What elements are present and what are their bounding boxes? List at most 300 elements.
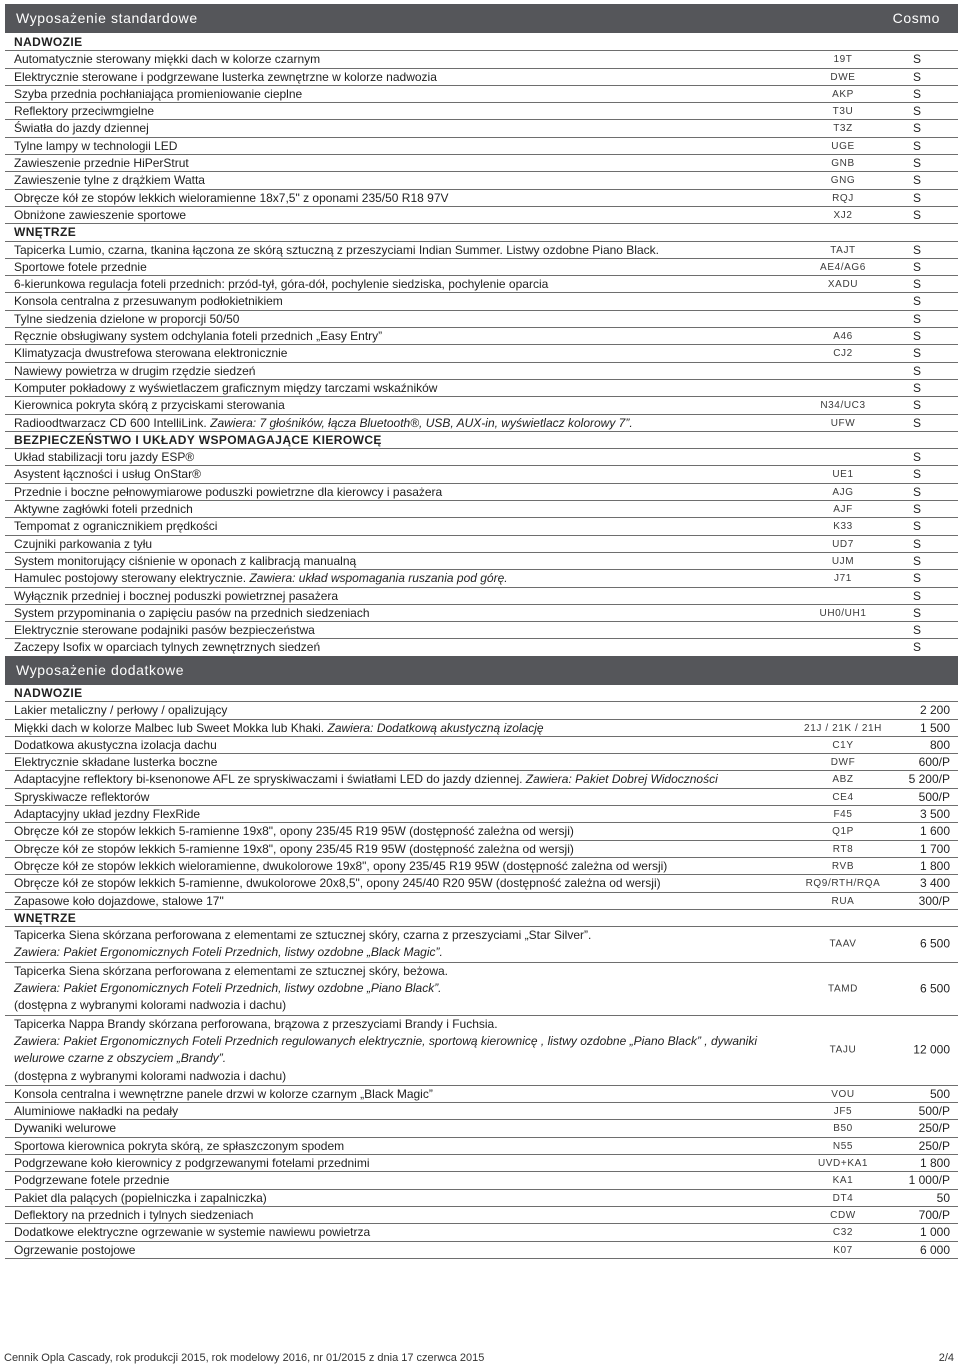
option-price: 250/P	[918, 1138, 950, 1153]
standard-marker: S	[912, 138, 921, 153]
equipment-row	[5, 720, 958, 737]
item-label	[14, 1155, 768, 1172]
item-label	[14, 754, 768, 771]
equipment-row	[5, 806, 958, 823]
item-label	[14, 484, 768, 501]
option-price: 1 800	[919, 858, 950, 873]
item-label	[14, 893, 768, 910]
equipment-row	[5, 605, 958, 622]
standard-marker: S	[912, 190, 921, 205]
item-label	[14, 1207, 768, 1224]
item-note: Zawiera: Dodatkową akustyczną izolację	[327, 720, 544, 735]
standard-marker: S	[912, 329, 921, 344]
option-price: 1 500	[919, 720, 950, 735]
item-label	[14, 345, 768, 362]
option-price: 5 200/P	[908, 772, 950, 787]
option-code: N55	[832, 1140, 854, 1152]
item-label	[14, 103, 768, 120]
equipment-row	[5, 1207, 958, 1224]
item-label	[14, 501, 768, 518]
equipment-row	[5, 138, 958, 155]
equipment-row	[5, 415, 958, 432]
option-code: CJ2	[833, 348, 853, 360]
item-label	[14, 841, 768, 858]
item-text: Ręcznie obsługiwany system odchylania foteli przednich „Easy Entry”	[14, 329, 383, 344]
equipment-row	[5, 1242, 958, 1259]
item-label	[14, 172, 768, 189]
option-price: 500/P	[918, 789, 950, 804]
item-label	[14, 737, 768, 754]
standard-marker: S	[912, 519, 921, 534]
item-label	[14, 415, 768, 432]
item-label	[14, 1138, 768, 1155]
optional-equipment-title: Wyposażenie dodatkowe	[16, 662, 185, 678]
equipment-row	[5, 771, 958, 788]
equipment-row	[5, 484, 958, 501]
item-text: Czujniki parkowania z tyłu	[14, 536, 153, 551]
standard-equipment-header	[5, 4, 958, 33]
item-label	[14, 536, 768, 553]
option-price: 500	[929, 1086, 950, 1101]
item-label	[14, 570, 768, 587]
option-price: 600/P	[918, 755, 950, 770]
item-label	[14, 138, 768, 155]
equipment-row	[5, 963, 958, 1016]
option-price: 250/P	[918, 1121, 950, 1136]
optional-equipment-header	[5, 656, 958, 685]
option-code: C32	[832, 1227, 854, 1239]
item-text: Elektrycznie składane lusterka boczne	[14, 755, 218, 770]
standard-marker: S	[912, 294, 921, 309]
standard-marker: S	[912, 69, 921, 84]
item-label	[14, 120, 768, 137]
section-heading: NADWOZIE	[5, 34, 958, 51]
item-text: Adaptacyjny układ jezdny FlexRide	[14, 807, 201, 822]
column-header-cosmo: Cosmo	[892, 10, 940, 26]
option-code: T3U	[832, 106, 854, 118]
item-text: Wyłącznik przedniej i bocznej poduszki powietrznej pasażera	[14, 588, 339, 603]
option-code: C1Y	[832, 739, 854, 751]
item-label	[14, 858, 768, 875]
section-heading: WNĘTRZE	[5, 910, 958, 927]
option-price: 700/P	[918, 1207, 950, 1222]
item-text: Szyba przednia pochłaniająca promieniowanie cieplne	[14, 86, 303, 101]
item-label	[14, 1086, 768, 1103]
option-code: GNB	[831, 158, 855, 170]
item-text: Podgrzewane koło kierownicy z podgrzewanymi fotelami przednimi	[14, 1156, 370, 1171]
option-code: CDW	[830, 1209, 856, 1221]
item-note: Zawiera: układ wspomagania ruszania pod górę.	[249, 571, 508, 586]
item-text: Tylne lampy w technologii LED	[14, 138, 178, 153]
standard-marker: S	[912, 415, 921, 430]
option-code: AJG	[832, 486, 854, 498]
equipment-row	[5, 69, 958, 86]
equipment-row	[5, 259, 958, 276]
item-text: Pakiet dla palących (popielniczka i zapalniczka)	[14, 1190, 267, 1205]
item-label	[14, 789, 768, 806]
option-code: ABZ	[832, 774, 854, 786]
standard-marker: S	[912, 553, 921, 568]
option-price: 800	[929, 737, 950, 752]
equipment-row	[5, 1155, 958, 1172]
item-note: Zawiera: Pakiet Ergonomicznych Foteli Przednich regulowanych elektrycznie, sportową kierownicę , listwy ozdobne „Piano Black” , dywaniki welurowe czarne z obszyciem „Brandy”.	[14, 1033, 757, 1066]
option-code: AJF	[833, 504, 853, 516]
option-code: K33	[833, 521, 853, 533]
option-price: 1 000/P	[908, 1173, 950, 1188]
equipment-row	[5, 858, 958, 875]
item-label	[14, 51, 768, 68]
item-note: Zawiera: 7 głośników, łącza Bluetooth®, USB, AUX-in, wyświetlacz kolorowy 7”.	[210, 415, 633, 430]
equipment-row	[5, 639, 958, 656]
item-label	[14, 466, 768, 483]
standard-marker: S	[912, 173, 921, 188]
equipment-row	[5, 737, 958, 754]
equipment-row	[5, 553, 958, 570]
option-code: K07	[833, 1244, 853, 1256]
item-label	[14, 1224, 768, 1241]
item-label	[14, 605, 768, 622]
equipment-row	[5, 242, 958, 259]
item-text: Tapicerka Lumio, czarna, tkanina łączona ze skórą sztuczną z przeszyciami Indian Summer. Listwy ozdobne Piano Black.	[14, 242, 659, 257]
item-label	[14, 190, 768, 207]
item-text: Dodatkowe elektryczne ogrzewanie w systemie nawiewu powietrza	[14, 1225, 371, 1240]
standard-marker: S	[912, 86, 921, 101]
item-label	[14, 380, 768, 397]
item-text: Sportowe fotele przednie	[14, 259, 147, 274]
option-code: UVD+KA1	[817, 1158, 869, 1170]
equipment-row	[5, 501, 958, 518]
option-code: TAJT	[830, 244, 856, 256]
equipment-row	[5, 1103, 958, 1120]
item-text: Dodatkowa akustyczna izolacja dachu	[14, 737, 217, 752]
option-code: RQJ	[832, 192, 854, 204]
item-label	[14, 328, 768, 345]
option-code: JF5	[833, 1106, 853, 1118]
equipment-row	[5, 190, 958, 207]
page-number: 2/4	[938, 1352, 954, 1364]
item-text: Tapicerka Siena skórzana perforowana z elementami ze sztucznej skóry, czarna z przeszyciami „Star Silver”.	[14, 928, 592, 943]
option-code: A46	[833, 331, 853, 343]
equipment-row	[5, 1120, 958, 1137]
option-code: AKP	[832, 88, 854, 100]
equipment-row	[5, 841, 958, 858]
option-code: N34/UC3	[820, 400, 866, 412]
item-text: Obręcze kół ze stopów lekkich 5-ramienne 19x8", opony 235/45 R19 95W (dostępność zależna od wersji)	[14, 824, 574, 839]
option-code: UD7	[832, 538, 854, 550]
standard-equipment-title: Wyposażenie standardowe	[16, 10, 198, 26]
option-price: 500/P	[918, 1104, 950, 1119]
equipment-row	[5, 518, 958, 535]
item-text: Hamulec postojowy sterowany elektrycznie.	[14, 571, 247, 586]
item-label	[14, 588, 768, 605]
item-text: System monitorujący ciśnienie w oponach z kalibracją manualną	[14, 553, 357, 568]
option-price: 6 500	[919, 936, 950, 951]
optional-equipment-table	[5, 685, 958, 1259]
standard-marker: S	[912, 259, 921, 274]
equipment-row	[5, 536, 958, 553]
item-label	[14, 207, 768, 224]
standard-marker: S	[912, 277, 921, 292]
equipment-row	[5, 120, 958, 137]
item-label	[14, 259, 768, 276]
option-price: 1 000	[919, 1225, 950, 1240]
option-price: 1 800	[919, 1156, 950, 1171]
item-text: 6-kierunkowa regulacja foteli przednich: przód-tył, góra-dół, pochylenie siedziska, pochylenie oparcia	[14, 277, 549, 292]
item-note: Zawiera: Pakiet Dobrej Widoczności	[525, 772, 718, 787]
equipment-row	[5, 328, 958, 345]
option-price: 6 000	[919, 1242, 950, 1257]
item-label	[14, 155, 768, 172]
item-text: Deflektory na przednich i tylnych siedzeniach	[14, 1207, 254, 1222]
item-text: Nawiewy powietrza w drugim rzędzie siedzeń	[14, 363, 256, 378]
item-label	[14, 771, 768, 788]
item-text: Adaptacyjne reflektory bi-ksenonowe AFL ze spryskiwaczami i światłami LED do jazdy dziennej.	[14, 772, 523, 787]
option-price: 1 600	[919, 824, 950, 839]
option-code: RVB	[831, 860, 855, 872]
equipment-row	[5, 397, 958, 414]
equipment-row	[5, 51, 958, 68]
item-text: Układ stabilizacji toru jazdy ESP®	[14, 450, 195, 465]
item-availability: (dostępna z wybranymi kolorami nadwozia i dachu)	[14, 998, 287, 1013]
section-heading: BEZPIECZEŃSTWO I UKŁADY WSPOMAGAJĄCE KIEROWCĘ	[5, 432, 958, 449]
standard-marker: S	[912, 467, 921, 482]
equipment-row	[5, 875, 958, 892]
section-heading: NADWOZIE	[5, 685, 958, 702]
option-code: XADU	[827, 279, 859, 291]
item-label	[14, 720, 768, 737]
item-label	[14, 293, 768, 310]
item-label	[14, 518, 768, 535]
standard-marker: S	[912, 346, 921, 361]
equipment-row	[5, 172, 958, 189]
option-code: Q1P	[832, 826, 854, 838]
standard-marker: S	[912, 242, 921, 257]
item-text: Sportowa kierownica pokryta skórą, ze spłaszczonym spodem	[14, 1138, 345, 1153]
item-text: Aluminiowe nakładki na pedały	[14, 1104, 179, 1119]
standard-marker: S	[912, 363, 921, 378]
equipment-row	[5, 103, 958, 120]
item-text: Obręcze kół ze stopów lekkich 5-ramienne, dwukolorowe 20x8,5", opony 245/40 R20 95W (dostępność zależna od wersji)	[14, 876, 661, 891]
equipment-row	[5, 893, 958, 910]
equipment-row	[5, 155, 958, 172]
equipment-row	[5, 276, 958, 293]
standard-marker: S	[912, 121, 921, 136]
item-text: Światła do jazdy dziennej	[14, 121, 149, 136]
item-text: Reflektory przeciwmgielne	[14, 104, 155, 119]
equipment-row	[5, 1138, 958, 1155]
equipment-row	[5, 1224, 958, 1241]
equipment-row	[5, 1016, 958, 1086]
equipment-row	[5, 311, 958, 328]
page-footer	[4, 1352, 954, 1364]
option-price: 2 200	[919, 703, 950, 718]
equipment-row	[5, 622, 958, 639]
standard-marker: S	[912, 588, 921, 603]
equipment-row	[5, 207, 958, 224]
equipment-row	[5, 466, 958, 483]
section-heading: WNĘTRZE	[5, 224, 958, 241]
equipment-row	[5, 345, 958, 362]
item-note: Zawiera: Pakiet Ergonomicznych Foteli Przednich, listwy ozdobne „Piano Black”.	[14, 981, 442, 996]
option-price: 6 500	[919, 981, 950, 996]
option-code: B50	[833, 1123, 853, 1135]
option-code: T3Z	[833, 123, 853, 135]
option-code: AE4/AG6	[820, 261, 866, 273]
item-text: Spryskiwacze reflektorów	[14, 789, 150, 804]
item-label	[14, 397, 768, 414]
option-code: F45	[833, 809, 853, 821]
equipment-row	[5, 588, 958, 605]
option-code: 21J / 21K / 21H	[804, 722, 882, 734]
item-label	[14, 622, 768, 639]
item-text: Lakier metaliczny / perłowy / opalizujący	[14, 703, 228, 718]
standard-marker: S	[912, 536, 921, 551]
standard-marker: S	[912, 52, 921, 67]
item-label	[14, 363, 768, 380]
standard-marker: S	[912, 484, 921, 499]
item-label	[14, 806, 768, 823]
equipment-row	[5, 789, 958, 806]
option-code: KA1	[832, 1175, 854, 1187]
item-text: Obniżone zawieszenie sportowe	[14, 207, 187, 222]
item-text: Tapicerka Nappa Brandy skórzana perforowana, brązowa z przeszyciami Brandy i Fuchsia.	[14, 1016, 498, 1031]
option-code: 19T	[833, 54, 853, 66]
item-text: Tempomat z ogranicznikiem prędkości	[14, 519, 218, 534]
item-text: Obręcze kół ze stopów lekkich wieloramienne, dwukolorowe 19x8", opony 235/45 R19 95W (dostępność zależna od wersji)	[14, 858, 668, 873]
item-text: Komputer pokładowy z wyświetlaczem graficznym między tarczami wskaźników	[14, 380, 438, 395]
item-text: Tylne siedzenia dzielone w proporcji 50/50	[14, 311, 240, 326]
standard-equipment-table	[5, 34, 958, 657]
equipment-row	[5, 702, 958, 719]
equipment-row	[5, 449, 958, 466]
item-label	[14, 1242, 768, 1259]
option-code: GNG	[830, 175, 856, 187]
equipment-row	[5, 570, 958, 587]
option-code: UGE	[831, 140, 855, 152]
option-code: UH0/UH1	[819, 607, 867, 619]
equipment-row	[5, 363, 958, 380]
equipment-row	[5, 1190, 958, 1207]
standard-marker: S	[912, 571, 921, 586]
item-note: Zawiera: Pakiet Ergonomicznych Foteli Przednich, listwy ozdobne „Black Magic”.	[14, 945, 443, 960]
item-label	[14, 242, 768, 259]
item-label	[14, 1172, 768, 1189]
item-label	[14, 1190, 768, 1207]
option-code: DWE	[830, 71, 856, 83]
option-price: 1 700	[919, 841, 950, 856]
item-text: Aktywne zagłówki foteli przednich	[14, 502, 193, 517]
option-price: 12 000	[913, 1042, 950, 1057]
item-label	[14, 69, 768, 86]
item-text: Konsola centralna i wewnętrzne panele drzwi w kolorze czarnym „Black Magic”	[14, 1086, 433, 1101]
item-label	[14, 1120, 768, 1137]
option-code: UJM	[831, 555, 855, 567]
option-code: RQ9/RTH/RQA	[805, 878, 881, 890]
option-code: TAAV	[829, 938, 857, 950]
option-code: TAMD	[828, 983, 858, 995]
option-price: 50	[936, 1190, 950, 1205]
standard-marker: S	[912, 623, 921, 638]
item-label	[14, 702, 768, 719]
item-text: Radioodtwarzacz CD 600 IntelliLink.	[14, 415, 207, 430]
item-label	[14, 639, 768, 656]
item-text: Obręcze kół ze stopów lekkich 5-ramienne 19x8", opony 235/45 R19 95W (dostępność zależna od wersji)	[14, 841, 574, 856]
item-text: Zapasowe koło dojazdowe, stalowe 17"	[14, 893, 224, 908]
item-text: Miękki dach w kolorze Malbec lub Sweet Mokka lub Khaki.	[14, 720, 325, 735]
option-code: UFW	[830, 417, 856, 429]
option-code: VOU	[831, 1088, 855, 1100]
option-code: RUA	[831, 895, 855, 907]
standard-marker: S	[912, 207, 921, 222]
item-text: Elektrycznie sterowane podajniki pasów bezpieczeństwa	[14, 623, 315, 638]
item-text: Zawieszenie tylne z drążkiem Watta	[14, 173, 205, 188]
equipment-row	[5, 293, 958, 310]
option-price: 300/P	[918, 893, 950, 908]
item-text: System przypominania o zapięciu pasów na przednich siedzeniach	[14, 605, 370, 620]
standard-marker: S	[912, 156, 921, 171]
item-text: Asystent łączności i usług OnStar®	[14, 467, 201, 482]
item-text: Podgrzewane fotele przednie	[14, 1173, 170, 1188]
option-code: DT4	[832, 1192, 854, 1204]
standard-marker: S	[912, 380, 921, 395]
item-text: Automatycznie sterowany miękki dach w kolorze czarnym	[14, 52, 321, 67]
option-code: J71	[834, 573, 852, 585]
standard-marker: S	[912, 502, 921, 517]
item-availability: (dostępna z wybranymi kolorami nadwozia i dachu)	[14, 1068, 287, 1083]
item-text: Zaczepy Isofix w oparciach tylnych zewnętrznych siedzeń	[14, 640, 321, 655]
option-code: XJ2	[833, 209, 853, 221]
option-price: 3 500	[919, 807, 950, 822]
item-label	[14, 449, 768, 466]
item-text: Obręcze kół ze stopów lekkich wieloramienne 18x7,5" z oponami 235/50 R18 97V	[14, 190, 449, 205]
item-label	[14, 553, 768, 570]
equipment-row	[5, 754, 958, 771]
option-code: TAJU	[829, 1044, 857, 1056]
equipment-row	[5, 86, 958, 103]
standard-marker: S	[912, 640, 921, 655]
option-code: DWF	[830, 757, 856, 769]
standard-marker: S	[912, 104, 921, 119]
item-text: Konsola centralna z przesuwanym podłokietnikiem	[14, 294, 283, 309]
item-text: Tapicerka Siena skórzana perforowana z elementami ze sztucznej skóry, beżowa.	[14, 963, 448, 978]
equipment-row	[5, 823, 958, 840]
equipment-row	[5, 1086, 958, 1103]
standard-marker: S	[912, 311, 921, 326]
item-text: Ogrzewanie postojowe	[14, 1242, 136, 1257]
item-text: Zawieszenie przednie HiPerStrut	[14, 156, 189, 171]
item-text: Dywaniki welurowe	[14, 1121, 117, 1136]
item-text: Klimatyzacja dwustrefowa sterowana elektronicznie	[14, 346, 288, 361]
standard-marker: S	[912, 398, 921, 413]
standard-marker: S	[912, 605, 921, 620]
item-label	[14, 86, 768, 103]
standard-marker: S	[912, 450, 921, 465]
item-label	[14, 823, 768, 840]
option-code: UE1	[832, 469, 854, 481]
equipment-row	[5, 380, 958, 397]
item-label	[14, 276, 768, 293]
item-text: Elektrycznie sterowane i podgrzewane lusterka zewnętrzne w kolorze nadwozia	[14, 69, 437, 84]
option-code: CE4	[832, 791, 854, 803]
option-code: RT8	[832, 843, 854, 855]
equipment-row	[5, 927, 958, 963]
item-label	[14, 1103, 768, 1120]
item-label	[14, 875, 768, 892]
footer-text: Cennik Opla Cascady, rok produkcji 2015, rok modelowy 2016, nr 01/2015 z dnia 17 czerwca 2015	[4, 1352, 485, 1364]
item-text: Przednie i boczne pełnowymiarowe poduszki powietrzne dla kierowcy i pasażera	[14, 484, 443, 499]
equipment-row	[5, 1172, 958, 1189]
item-text: Kierownica pokryta skórą z przyciskami sterowania	[14, 398, 285, 413]
